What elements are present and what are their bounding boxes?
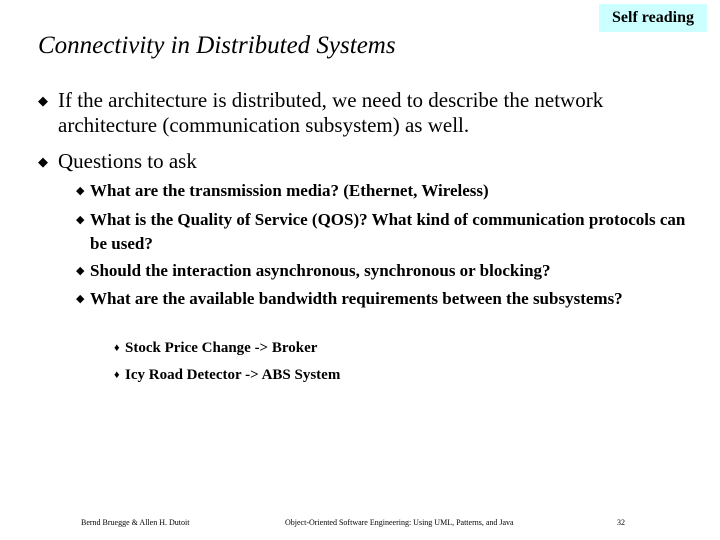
example-stock: Stock Price Change -> Broker	[125, 340, 318, 356]
question-qos: What is the Quality of Service (QOS)? What kind of communication protocols can be used?	[90, 210, 686, 253]
question-interaction: Should the interaction asynchronous, synchronous or blocking?	[90, 261, 551, 280]
diamond-bullet-icon: ◆	[38, 154, 48, 169]
diamond-bullet-icon: ◆	[38, 93, 48, 108]
question-media: What are the transmission media? (Ethernet, Wireless)	[90, 181, 489, 200]
bullet-questions: Questions to ask	[58, 149, 197, 173]
footer-page-number: 32	[617, 518, 625, 527]
square-bullet-icon: ◆	[76, 185, 85, 197]
dash-bullet-icon: ♦	[114, 342, 120, 354]
bullet-architecture: If the architecture is distributed, we need to describe the network architecture (communication subsystem) as well.	[58, 88, 604, 137]
footer-authors: Bernd Bruegge & Allen H. Dutoit	[81, 518, 190, 527]
example-icy-road: Icy Road Detector -> ABS System	[125, 367, 341, 383]
dash-bullet-icon: ♦	[114, 369, 120, 381]
slide-title: Connectivity in Distributed Systems	[38, 32, 396, 59]
question-bandwidth: What are the available bandwidth requirements between the subsystems?	[90, 289, 623, 308]
footer-book: Object-Oriented Software Engineering: Using UML, Patterns, and Java	[285, 518, 514, 527]
square-bullet-icon: ◆	[76, 265, 85, 277]
self-reading-badge: Self reading	[599, 4, 707, 32]
square-bullet-icon: ◆	[76, 293, 85, 305]
square-bullet-icon: ◆	[76, 214, 85, 226]
